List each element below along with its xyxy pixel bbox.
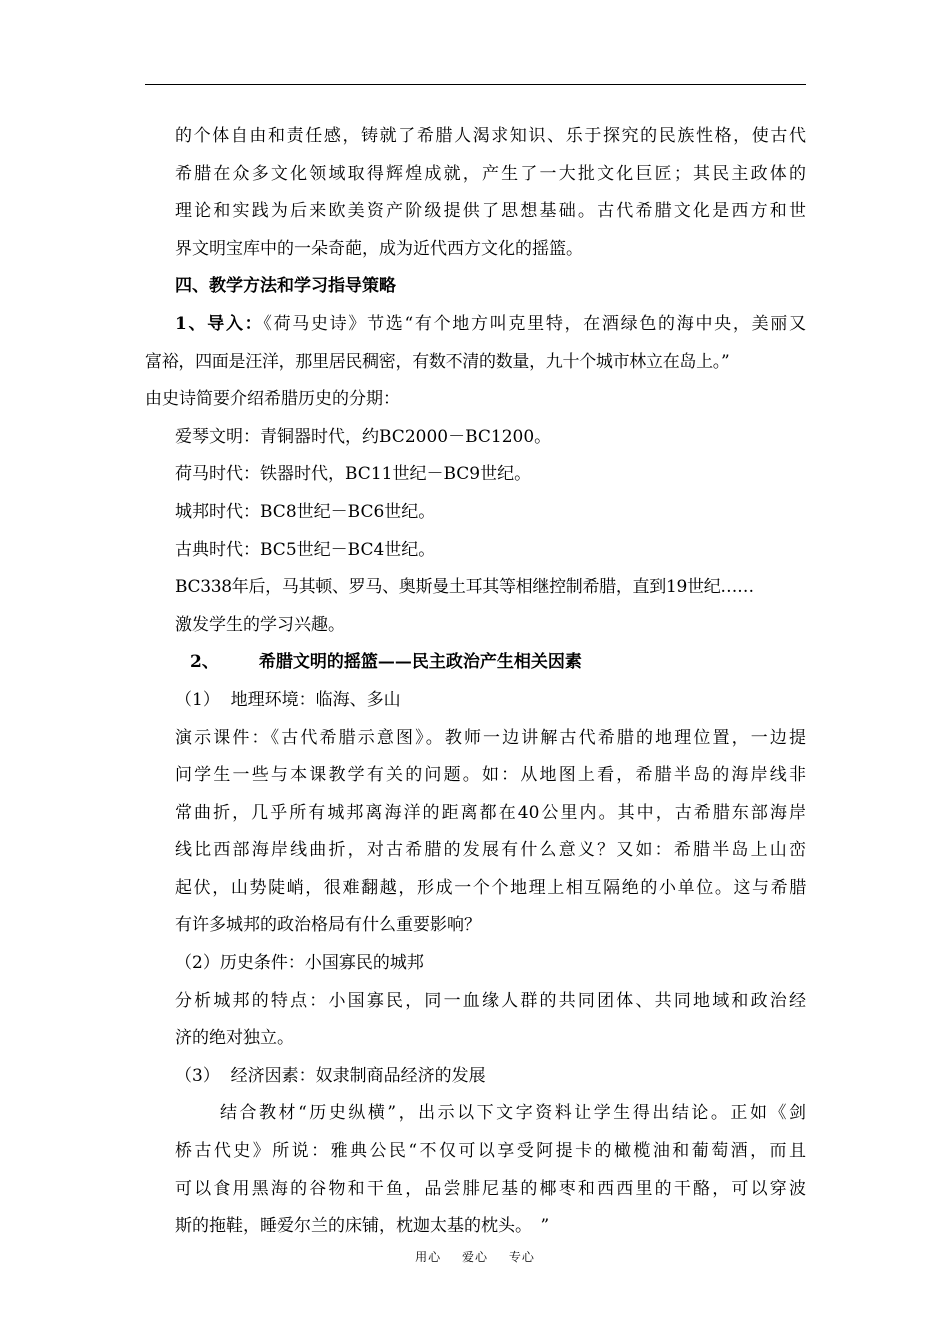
paragraph-line: 常曲折，几乎所有城邦离海洋的距离都在40公里内。其中，古希腊东部海岸 [175, 802, 806, 823]
factor-number: （1） [175, 689, 220, 710]
period-item: 城邦时代：BC8世纪－BC6世纪。 [175, 501, 436, 522]
intro-line: 富裕，四面是汪洋，那里居民稠密，有数不清的数量，九十个城市林立在岛上。” [145, 351, 730, 372]
intro-line: 由史诗简要介绍希腊历史的分期： [145, 389, 400, 410]
footer-text: 用心 [415, 1250, 442, 1264]
paragraph-line: 起伏，山势陡峭，很难翻越，形成一个个地理上相互隔绝的小单位。这与希腊 [175, 877, 806, 898]
paragraph-line: 桥古代史》所说：雅典公民“不仅可以享受阿提卡的橄榄油和葡萄酒，而且 [175, 1141, 806, 1162]
factor-text: 地理环境：临海、多山 [230, 689, 401, 710]
factor-number: （3） [175, 1065, 220, 1086]
period-item: BC338年后，马其顿、罗马、奥斯曼土耳其等相继控制希腊，直到19世纪…… [175, 577, 754, 598]
paragraph-line: 斯的拖鞋，睡爱尔兰的床铺，枕迦太基的枕头。 ” [175, 1216, 550, 1237]
document-body [145, 118, 806, 1246]
period-item: 荷马时代：铁器时代，BC11世纪－BC9世纪。 [175, 464, 532, 485]
period-item: 激发学生的学习兴趣。 [175, 614, 345, 635]
footer-text: 专心 [508, 1250, 535, 1264]
paragraph-line: 有许多城邦的政治格局有什么重要影响？ [175, 915, 481, 936]
footer-text: 爱心 [461, 1250, 488, 1264]
paragraph-line: 理论和实践为后来欧美资产阶级提供了思想基础。古代希腊文化是西方和世 [175, 201, 806, 222]
factor-heading-3 [145, 1058, 806, 1096]
section-number: 2、 [190, 652, 219, 673]
intro-text: 《荷马史诗》节选“有个地方叫克里特，在酒绿色的海中央，美丽又 [263, 313, 806, 334]
page-footer [0, 1248, 950, 1265]
paragraph-line: 希腊在众多文化领域取得辉煌成就，产生了一大批文化巨匠；其民主政体的 [175, 163, 806, 184]
period-item: 爱琴文明：青铜器时代，约BC2000－BC1200。 [175, 426, 552, 447]
section-heading-2 [145, 644, 806, 682]
paragraph-text: 结合教材“历史纵横”，出示以下文字资料让学生得出结论。正如《剑 [220, 1103, 806, 1124]
paragraph-line: 问学生一些与本课教学有关的问题。如：从地图上看，希腊半岛的海岸线非 [175, 765, 806, 786]
intro-label: 1、导入： [175, 313, 264, 334]
section-title: 希腊文明的摇篮——民主政治产生相关因素 [258, 652, 582, 673]
paragraph-line [145, 1095, 806, 1133]
paragraph-line: 分析城邦的特点：小国寡民，同一血缘人群的共同团体、共同地域和政治经 [175, 990, 806, 1011]
paragraph-line: 济的绝对独立。 [175, 1028, 294, 1049]
factor-heading-1 [145, 682, 806, 720]
header-rule [145, 84, 806, 85]
paragraph-line: 的个体自由和责任感，铸就了希腊人渴求知识、乐于探究的民族性格，使古代 [175, 126, 806, 146]
intro-line [145, 306, 806, 344]
paragraph-line: 线比西部海岸线曲折，对古希腊的发展有什么意义？又如：希腊半岛上山峦 [175, 840, 806, 861]
section-heading-4: 四、教学方法和学习指导策略 [175, 276, 396, 297]
paragraph-line: 可以食用黑海的谷物和干鱼，品尝腓尼基的椰枣和西西里的干酪，可以穿波 [175, 1178, 806, 1199]
paragraph-line: 界文明宝库中的一朵奇葩，成为近代西方文化的摇篮。 [175, 238, 583, 259]
factor-text: 经济因素：奴隶制商品经济的发展 [230, 1065, 486, 1086]
factor-heading-2: （2）历史条件：小国寡民的城邦 [175, 953, 424, 974]
period-item: 古典时代：BC5世纪－BC4世纪。 [175, 539, 436, 560]
paragraph-line: 演示课件：《古代希腊示意图》。教师一边讲解古代希腊的地理位置，一边提 [175, 727, 806, 748]
